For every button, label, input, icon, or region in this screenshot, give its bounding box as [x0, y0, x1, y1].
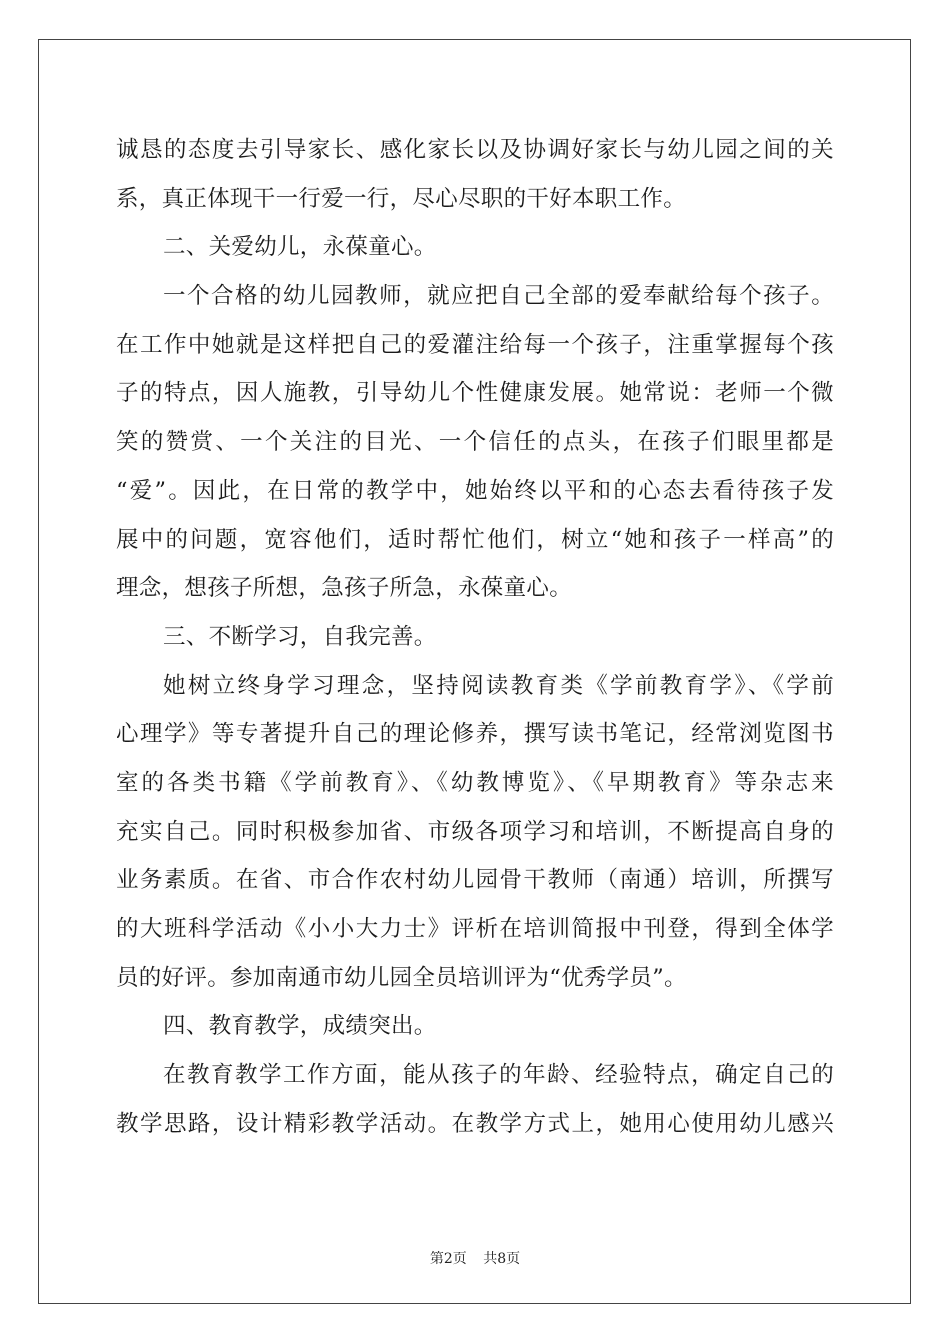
text-line: 的大班科学活动《小小大力士》评析在培训简报中刊登，得到全体学	[116, 916, 834, 942]
text-line: 充实自己。同时积极参加省、市级各项学习和培训，不断提高自身的	[116, 818, 834, 845]
text-line: 室的各类书籍《学前教育》、《幼教博览》、《早期教育》等杂志来	[116, 769, 834, 796]
text-line: 业务素质。在省、市合作农村幼儿园骨干教师（南通）培训，所撰写	[116, 867, 834, 894]
text-line: 教学思路，设计精彩教学活动。在教学方式上，她用心使用幼儿感兴	[116, 1110, 834, 1137]
text-line: 员的好评。参加南通市幼儿园全员培训评为“优秀学员”。	[116, 964, 687, 991]
text-line: 二、关爱幼儿，永葆童心。	[163, 234, 437, 261]
text-line: 展中的问题，宽容他们，适时帮忙他们，树立“她和孩子一样高”的	[116, 526, 834, 553]
text-line: “爱”。因此，在日常的教学中，她始终以平和的心态去看待孩子发	[116, 477, 834, 504]
document-body	[116, 126, 834, 1148]
text-line: 一个合格的幼儿园教师，就应把自己全部的爱奉献给每个孩子。	[163, 283, 834, 310]
text-line: 心理学》等专著提升自己的理论修养，撰写读书笔记，经常浏览图书	[116, 721, 834, 748]
text-line: 子的特点，因人施教，引导幼儿个性健康发展。她常说：老师一个微	[116, 380, 834, 407]
page-total: 共8页	[483, 1251, 521, 1267]
page-number: 第2页	[429, 1251, 467, 1267]
text-line: 四、教育教学，成绩突出。	[163, 1013, 437, 1040]
text-line: 系，真正体现干一行爱一行，尽心尽职的干好本职工作。	[116, 185, 687, 212]
text-line: 三、不断学习，自我完善。	[163, 623, 437, 650]
text-line: 她树立终身学习理念，坚持阅读教育类《学前教育学》、《学前	[163, 672, 834, 699]
text-line: 在教育教学工作方面，能从孩子的年龄、经验特点，确定自己的	[163, 1062, 834, 1089]
text-line: 诚恳的态度去引导家长、感化家长以及协调好家长与幼儿园之间的关	[116, 137, 834, 163]
text-line: 理念，想孩子所想，急孩子所急，永葆童心。	[116, 575, 573, 602]
text-line: 笑的赞赏、一个关注的目光、一个信任的点头，在孩子们眼里都是	[116, 429, 834, 456]
text-line: 在工作中她就是这样把自己的爱灌注给每一个孩子，注重掌握每个孩	[116, 331, 834, 358]
page-footer	[0, 1248, 950, 1268]
